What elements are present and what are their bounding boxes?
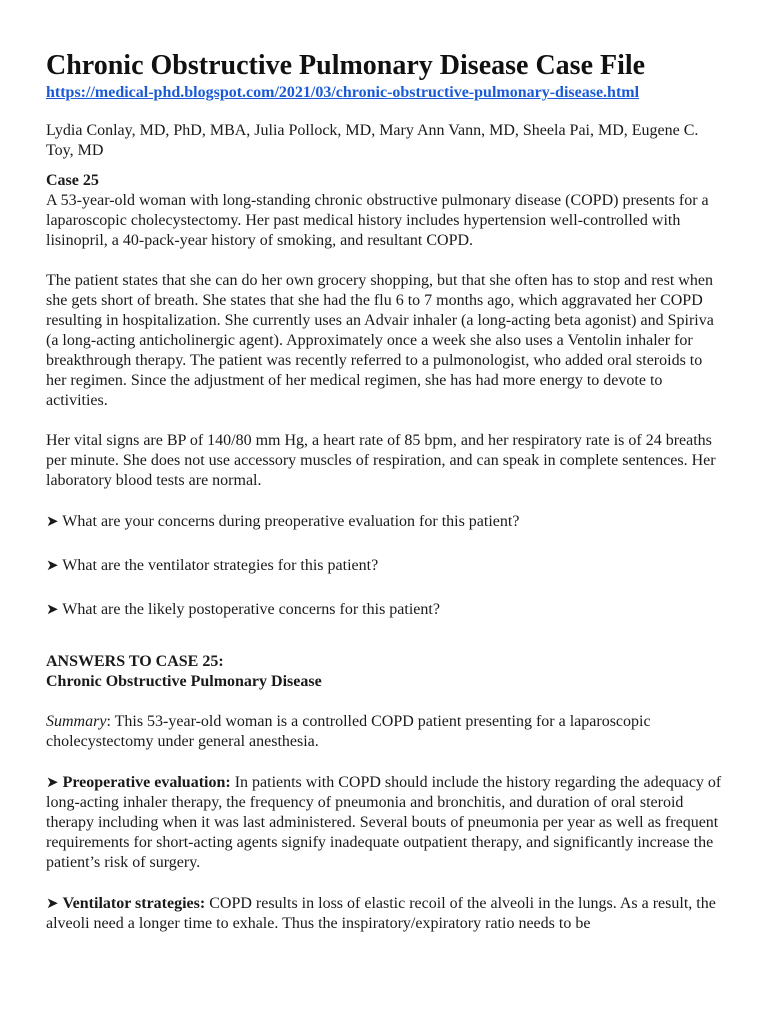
question-item	[46, 599, 722, 620]
source-link[interactable]: https://medical-phd.blogspot.com/2021/03/chronic-obstructive-pulmonary-disease.html	[46, 84, 640, 101]
ventilator-paragraph	[46, 893, 722, 934]
answers-subheading: Chronic Obstructive Pulmonary Disease	[46, 673, 322, 690]
summary-paragraph	[46, 712, 722, 752]
arrow-bullet-icon: ➤	[46, 512, 59, 530]
preop-text: In patients with COPD should include the history regarding the adequacy of long-acting inhaler therapy, the frequency of pneumonia and bronchitis, and duration of oral steroid therapy including when it was last administered. Several bouts of pneumonia per year as well as frequent requirements for short-acting agents signify inadequate outpatient therapy, and significantly increase the patient’s risk of surgery.	[46, 774, 722, 871]
case-paragraph-3: Her vital signs are BP of 140/80 mm Hg, a heart rate of 85 bpm, and her respiratory rate is of 24 breaths per minute. She does not use accessory muscles of respiration, and can speak in complete sentences. Her laboratory blood tests are normal.	[46, 432, 716, 489]
question-item	[46, 555, 722, 576]
question-text: What are the likely postoperative concerns for this patient?	[62, 601, 440, 618]
case-paragraph-2: The patient states that she can do her own grocery shopping, but that she often has to stop and rest when she gets short of breath. She states that she had the flu 6 to 7 months ago, which aggravated her COPD resulting in hospitalization. She currently uses an Advair inhaler (a long-acting beta agonist) and Spiriva (a long-acting anticholinergic agent). Approximately once a week she also uses a Ventolin inhaler for breakthrough therapy. The patient was recently referred to a pulmonologist, who added oral steroids to her regimen. Since the adjustment of her medical regimen, she has had more energy to devote to activities.	[46, 272, 714, 409]
document-title: Chronic Obstructive Pulmonary Disease Case File	[46, 50, 646, 81]
preop-label: Preoperative evaluation:	[62, 774, 231, 791]
summary-label: Summary	[46, 713, 107, 730]
question-text: What are the ventilator strategies for this patient?	[62, 557, 379, 574]
summary-text: : This 53-year-old woman is a controlled COPD patient presenting for a laparoscopic cholecystectomy under general anesthesia.	[46, 713, 651, 750]
arrow-bullet-icon: ➤	[46, 600, 59, 618]
answers-heading: ANSWERS TO CASE 25:	[46, 653, 224, 670]
ventilator-text: COPD results in loss of elastic recoil of the alveoli in the lungs. As a result, the alveoli need a longer time to exhale. Thus the inspiratory/expiratory ratio needs to be	[46, 895, 716, 932]
preop-paragraph	[46, 772, 722, 873]
arrow-bullet-icon: ➤	[46, 773, 59, 791]
question-text: What are your concerns during preoperative evaluation for this patient?	[62, 513, 520, 530]
arrow-bullet-icon: ➤	[46, 894, 59, 912]
case-paragraph-1: A 53-year-old woman with long-standing chronic obstructive pulmonary disease (COPD) presents for a laparoscopic cholecystectomy. Her past medical history includes hypertension well-controlled with lisinopril, a 40-pack-year history of smoking, and resultant COPD.	[46, 192, 709, 249]
arrow-bullet-icon: ➤	[46, 556, 59, 574]
question-item	[46, 511, 722, 532]
authors-line: Lydia Conlay, MD, PhD, MBA, Julia Pollock, MD, Mary Ann Vann, MD, Sheela Pai, MD, Eugene C. Toy, MD	[46, 122, 699, 159]
case-label: Case 25	[46, 172, 99, 189]
ventilator-label: Ventilator strategies:	[62, 895, 206, 912]
